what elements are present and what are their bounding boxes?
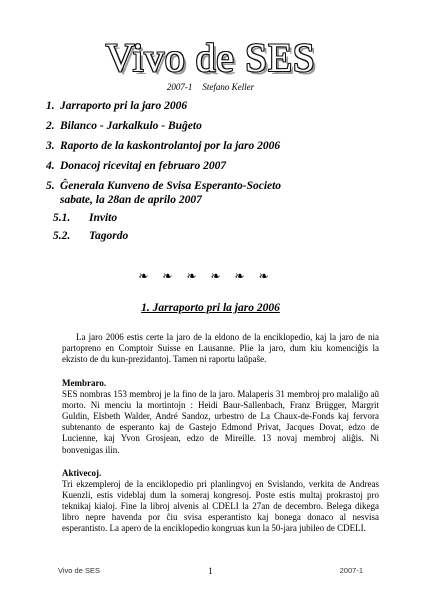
page-footer <box>0 565 421 577</box>
membraro-heading: Membraro. <box>62 378 107 388</box>
membraro-text: SES nombras 153 membroj je la fino de la jaro. Malaperis 31 membroj pro malaliĝo aŭ morto. Ni menciu la mortintojn : Heidi Baur-Sallenbach, Franz Brügger, Margrit Guldin, Elsbeth Walder, André Sandoz, urbestro de La Chaux-de-Fonds kaj fervora subtenanto de esperanto kaj de Gastejo Edmond Privat, Jacques Dovat, edzo de Lucienne, kaj Yvon Grosjean, edzo de Mireille. 13 novaj membroj aliĝis. Ni bonvenigas ilin. <box>62 389 379 455</box>
footer-issue: 2007-1 <box>339 566 363 575</box>
membraro-paragraph <box>62 378 379 456</box>
aktivecoj-paragraph <box>62 468 379 535</box>
intro-paragraph: La jaro 2006 estis certe la jaro de la eldono de la enciklopedio, kaj la jaro de nia partopreno en Comptoir Suisse en Lausanne. Plie la jaro, dum kiu komenciĝis la ekzisto de du kun-prezidantoj. Tamen ni raportu laŭpaŝe. <box>62 332 379 365</box>
issue-author: Stefano Keller <box>202 82 255 92</box>
toc-item[interactable]: 5. Ĝenerala Kunveno de Svisa Esperanto-Societo sabate, la 28an de aprilo 2007 <box>46 179 386 207</box>
floral-heart-icon: ❧❧❧❧❧❧ <box>138 269 283 283</box>
toc-item[interactable]: 3. Raporto de la kaskontrolantoj por la jaro 2006 <box>46 140 281 152</box>
aktivecoj-heading: Aktivecoj. <box>62 468 102 478</box>
toc-subitem[interactable]: 5.2. Tagordo <box>53 230 129 242</box>
footer-title: Vivo de SES <box>58 566 100 575</box>
toc-subitem[interactable]: 5.1. Invito <box>53 212 118 224</box>
issue-number: 2007-1 <box>166 82 193 92</box>
table-of-contents <box>46 99 386 247</box>
section-heading: 1. Jarraporto pri la jaro 2006 <box>141 302 280 314</box>
page-number: 1 <box>208 566 213 576</box>
toc-item[interactable]: 2. Bilanco - Jarkalkulo - Buĝeto <box>46 120 202 132</box>
newsletter-title: Vivo de SES <box>105 35 316 80</box>
toc-item-continuation: sabate, la 28an de aprilo 2007 <box>60 194 202 206</box>
aktivecoj-text: Tri ekzempleroj de la enciklopedio pri planlingvoj en Svislando, verkita de Andreas Kuenzli, estis videblaj dum la someraj kongresoj. Poste estis multaj prokrastoj pro teknikaj kialoj. Fine la libroj alvenis al CDELI la 27an de decembro. Belega dikega libro nepre havenda por ĉiu svisa esperantisto kaj bonega donaco al nesvisa esperantisto. La apero de la enciklopedio kongruas kun la 50-jara jubileo de CDELI. <box>62 479 379 534</box>
issue-line <box>0 82 421 93</box>
toc-item[interactable]: 1. Jarraporto pri la jaro 2006 <box>46 100 188 112</box>
toc-item[interactable]: 4. Donacoj ricevitaj en februaro 2007 <box>46 160 227 172</box>
